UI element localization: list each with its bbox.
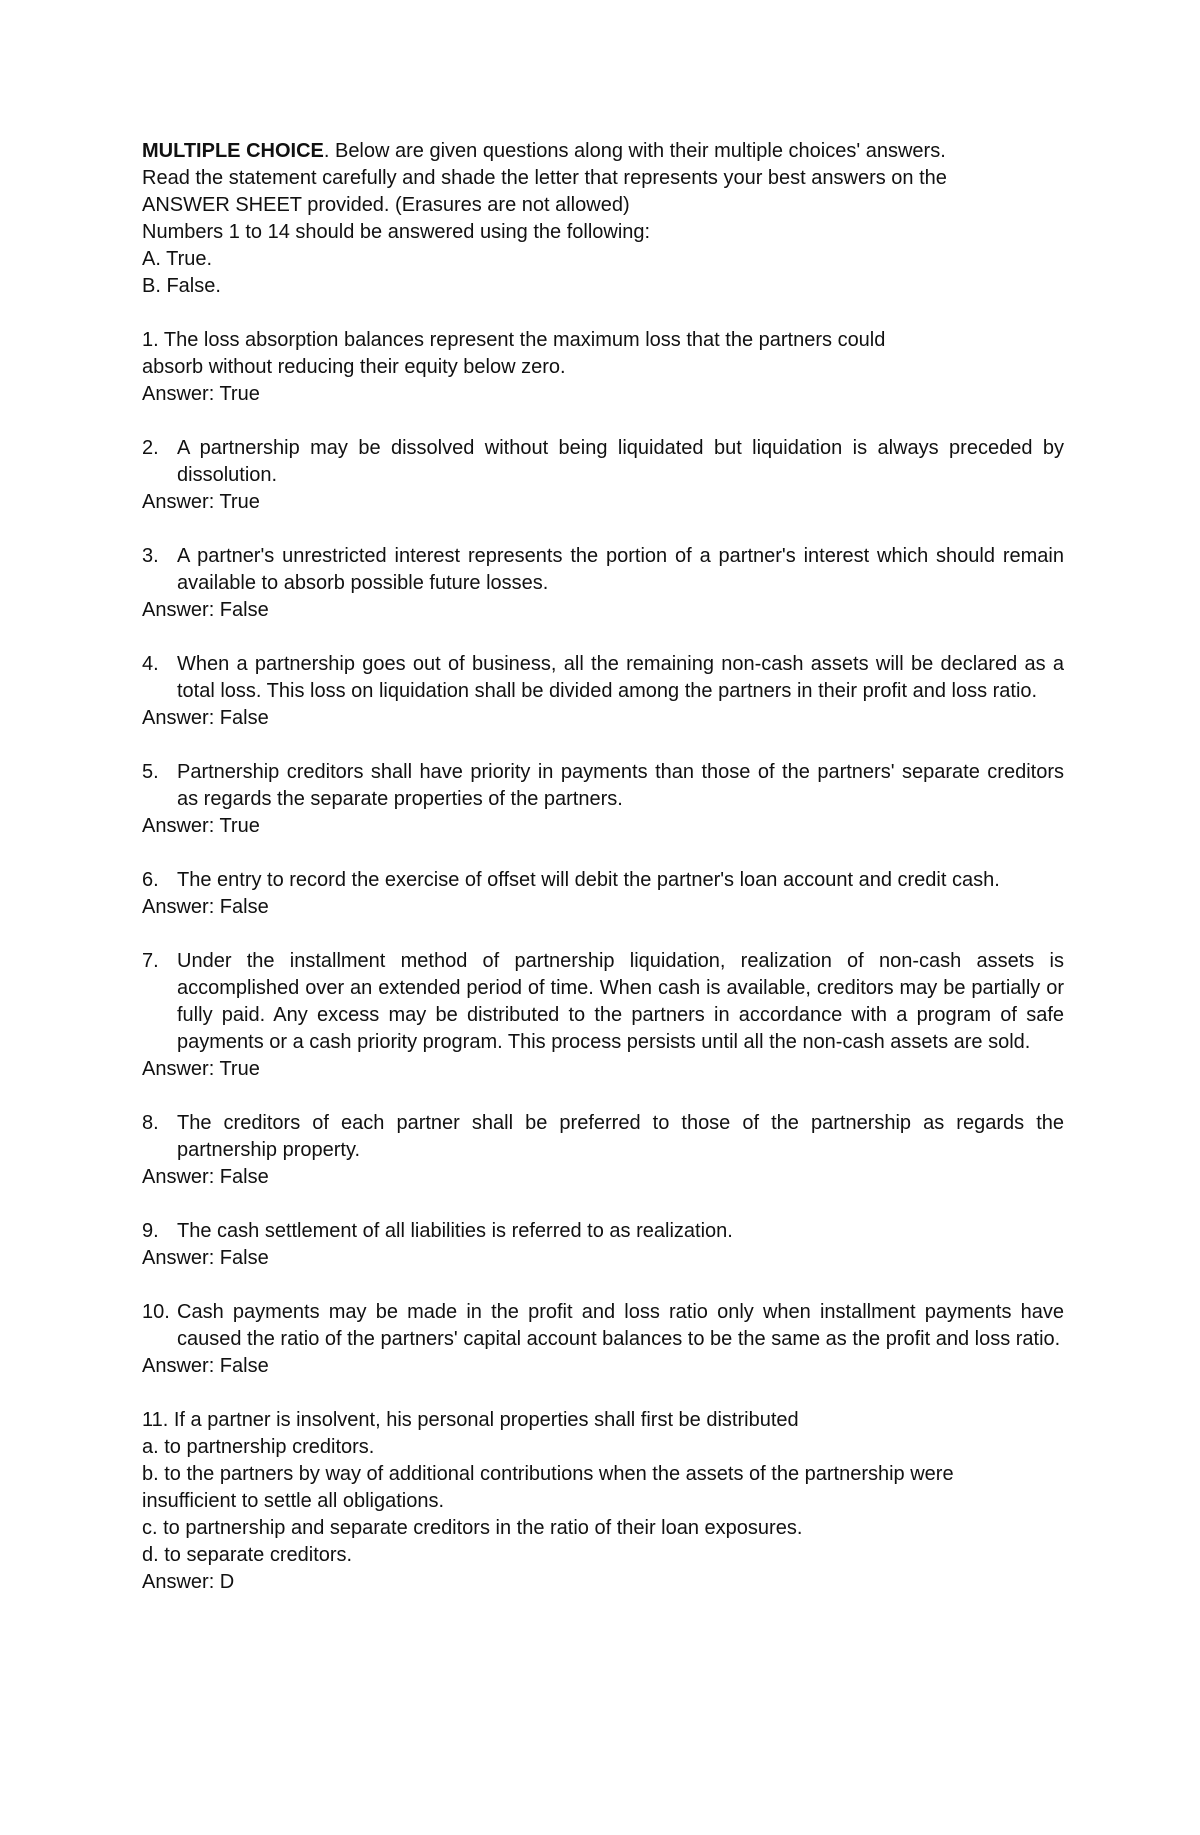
instruction-line-3: ANSWER SHEET provided. (Erasures are not allowed): [142, 194, 630, 216]
true-false-options: [142, 246, 1064, 300]
question-body: The entry to record the exercise of offset will debit the partner's loan account and credit cash.: [177, 869, 1000, 891]
question-body: Under the installment method of partnership liquidation, realization of non-cash assets is accomplished over an extended period of time. When cash is available, creditors may be partially or fully paid. Any excess may be distributed to the partners in accordance with a program of safe payments or a cash priority program. This process persists until all the non-cash assets are sold.: [177, 950, 1064, 1053]
question-text: [142, 651, 1064, 705]
question-body: The cash settlement of all liabilities is referred to as realization.: [177, 1220, 733, 1242]
question-body: Cash payments may be made in the profit and loss ratio only when installment payments have caused the ratio of the partners' capital account balances to be the same as the profit and loss ratio.: [177, 1301, 1064, 1350]
question-number: 4.: [142, 653, 159, 675]
question-9: [142, 1218, 1064, 1272]
option-false: B. False.: [142, 275, 221, 297]
intro-text: . Below are given questions along with their multiple choices' answers.: [323, 140, 946, 162]
question-body: When a partnership goes out of business, all the remaining non-cash assets will be declared as a total loss. This loss on liquidation shall be divided among the partners in their profit and loss ratio.: [177, 653, 1064, 702]
question-text: 11. If a partner is insolvent, his personal properties shall first be distributed: [142, 1409, 799, 1431]
question-1: [142, 327, 1064, 408]
question-5: [142, 759, 1064, 840]
question-10: [142, 1299, 1064, 1380]
question-number: 8.: [142, 1112, 159, 1134]
document-content: [142, 138, 1064, 1623]
answer: Answer: False: [142, 1166, 269, 1188]
question-text: [142, 948, 1064, 1056]
question-4: [142, 651, 1064, 732]
answer: Answer: False: [142, 896, 269, 918]
question-text: [142, 1218, 1064, 1245]
section-title: MULTIPLE CHOICE: [142, 140, 324, 162]
question-text-continued: absorb without reducing their equity below zero.: [142, 356, 566, 378]
question-text: [142, 1299, 1064, 1353]
answer: Answer: True: [142, 1058, 260, 1080]
question-text: [142, 435, 1064, 489]
numbers-note: Numbers 1 to 14 should be answered using the following:: [142, 221, 651, 243]
question-body: A partner's unrestricted interest represents the portion of a partner's interest which should remain available to absorb possible future losses.: [177, 545, 1064, 594]
option-d: d. to separate creditors.: [142, 1544, 353, 1566]
question-3: [142, 543, 1064, 624]
option-b-continued: insufficient to settle all obligations.: [142, 1490, 445, 1512]
question-text: [142, 327, 1064, 354]
answer: Answer: True: [142, 491, 260, 513]
answer: Answer: True: [142, 383, 260, 405]
question-number: 1.: [142, 329, 159, 351]
question-number: 5.: [142, 761, 159, 783]
answer: Answer: True: [142, 815, 260, 837]
question-body: Partnership creditors shall have priority in payments than those of the partners' separate creditors as regards the separate properties of the partners.: [177, 761, 1064, 810]
option-b: b. to the partners by way of additional contributions when the assets of the partnership were: [142, 1463, 954, 1485]
instructions: [142, 138, 1064, 246]
question-7: [142, 948, 1064, 1083]
question-number: 3.: [142, 545, 159, 567]
question-number: 7.: [142, 950, 159, 972]
question-body: The creditors of each partner shall be preferred to those of the partnership as regards the partnership property.: [177, 1112, 1064, 1161]
answer: Answer: D: [142, 1571, 235, 1593]
question-11: [142, 1407, 1064, 1596]
question-8: [142, 1110, 1064, 1191]
question-2: [142, 435, 1064, 516]
question-number: 9.: [142, 1220, 159, 1242]
answer: Answer: False: [142, 707, 269, 729]
question-body: The loss absorption balances represent the maximum loss that the partners could: [163, 329, 886, 351]
question-text: [142, 1110, 1064, 1164]
option-c: c. to partnership and separate creditors in the ratio of their loan exposures.: [142, 1517, 803, 1539]
question-text: [142, 759, 1064, 813]
answer: Answer: False: [142, 1247, 269, 1269]
answer: Answer: False: [142, 599, 269, 621]
question-6: [142, 867, 1064, 921]
question-number: 6.: [142, 869, 159, 891]
question-text: [142, 867, 1064, 894]
answer: Answer: False: [142, 1355, 269, 1377]
question-body: A partnership may be dissolved without being liquidated but liquidation is always preceded by dissolution.: [177, 437, 1064, 486]
question-number: 2.: [142, 437, 159, 459]
question-number: 10.: [142, 1301, 170, 1323]
option-a: a. to partnership creditors.: [142, 1436, 375, 1458]
question-text: [142, 543, 1064, 597]
option-true: A. True.: [142, 248, 213, 270]
instruction-line-2: Read the statement carefully and shade the letter that represents your best answers on the: [142, 167, 947, 189]
intro-line: [142, 138, 1064, 165]
